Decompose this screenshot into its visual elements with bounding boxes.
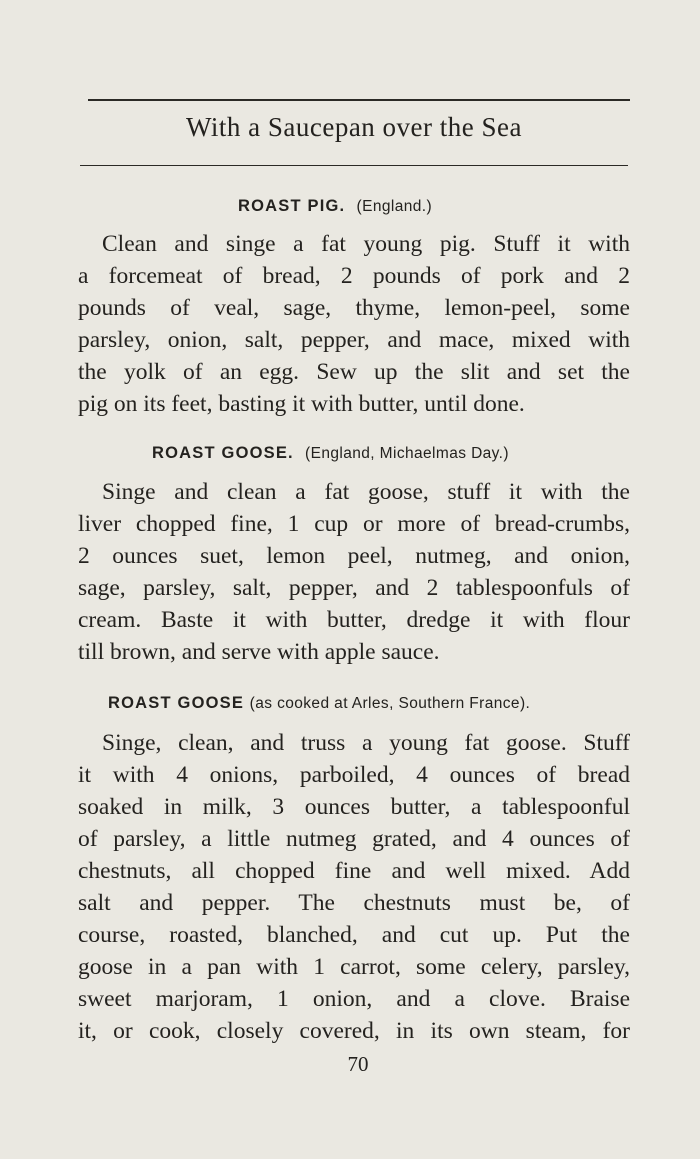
text-line: Singe and clean a fat goose, stuff it with the — [102, 479, 630, 505]
header-rule-top — [88, 99, 630, 101]
running-head: With a Saucepan over the Sea — [185, 112, 523, 142]
text-line: Singe, clean, and truss a young fat goose. Stuff — [102, 730, 630, 756]
recipe-title-roast-pig — [238, 197, 432, 216]
text-line: salt and pepper. The chestnuts must be, of — [78, 890, 630, 916]
text-line: goose in a pan with 1 carrot, some celery, parsley, — [78, 954, 630, 980]
page-number: 70 — [347, 1052, 369, 1076]
recipe-name: ROAST GOOSE. — [152, 444, 294, 462]
recipe-body-roast-pig — [78, 228, 630, 420]
text-line: it, or cook, closely covered, in its own steam, for — [78, 1018, 630, 1044]
text-line: parsley, onion, salt, pepper, and mace, mixed with — [78, 327, 630, 353]
text-line: the yolk of an egg. Sew up the slit and set the — [78, 359, 630, 385]
text-line: of parsley, a little nutmeg grated, and 4 ounces of — [78, 826, 630, 852]
recipe-origin: (England.) — [356, 198, 433, 215]
text-line: pounds of veal, sage, thyme, lemon-peel, some — [78, 295, 630, 321]
recipe-name: ROAST GOOSE — [108, 694, 245, 712]
recipe-title-roast-goose-england — [152, 444, 509, 463]
text-line: 2 ounces suet, lemon peel, nutmeg, and onion, — [78, 543, 630, 569]
text-line: pig on its feet, basting it with butter, until done. — [78, 391, 525, 417]
text-line: a forcemeat of bread, 2 pounds of pork and 2 — [78, 263, 630, 289]
text-line: liver chopped fine, 1 cup or more of bread-crumbs, — [78, 511, 630, 537]
recipe-name: ROAST PIG. — [238, 197, 346, 215]
text-line: Clean and singe a fat young pig. Stuff it with — [102, 231, 630, 257]
recipe-body-roast-goose-arles — [78, 727, 630, 1047]
text-line: it with 4 onions, parboiled, 4 ounces of bread — [78, 762, 630, 788]
recipe-origin: (as cooked at Arles, Southern France). — [249, 695, 531, 712]
text-line: till brown, and serve with apple sauce. — [78, 639, 440, 665]
header-rule-bottom — [80, 165, 628, 166]
text-line: sweet marjoram, 1 onion, and a clove. Braise — [78, 986, 630, 1012]
recipe-body-roast-goose-england — [78, 476, 630, 668]
text-line: course, roasted, blanched, and cut up. Put the — [78, 922, 630, 948]
text-line: chestnuts, all chopped fine and well mixed. Add — [78, 858, 630, 884]
recipe-title-roast-goose-arles — [108, 694, 530, 713]
text-line: sage, parsley, salt, pepper, and 2 tablespoonfuls of — [78, 575, 630, 601]
text-line: soaked in milk, 3 ounces butter, a tablespoonful — [78, 794, 630, 820]
text-line: cream. Baste it with butter, dredge it with flour — [78, 607, 630, 633]
recipe-origin: (England, Michaelmas Day.) — [305, 445, 509, 462]
